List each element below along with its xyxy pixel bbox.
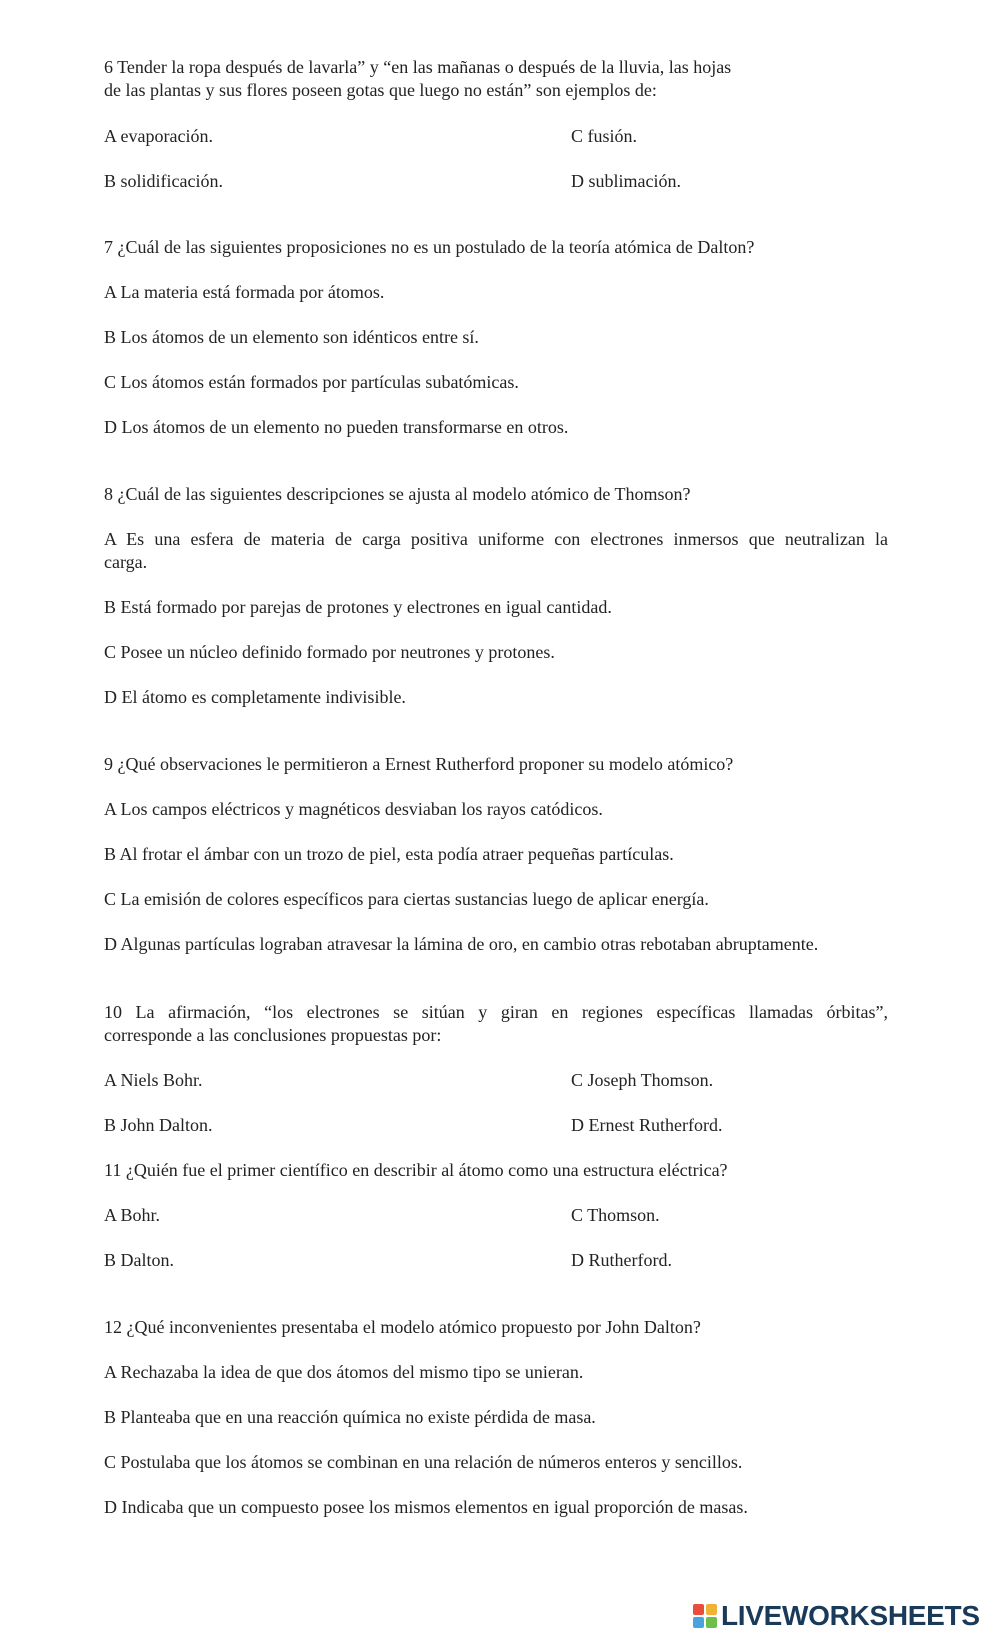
- q10-option-b: B John Dalton.: [104, 1115, 213, 1135]
- q7-option-a: A La materia está formada por átomos.: [104, 282, 385, 302]
- q6-option-b: B solidificación.: [104, 171, 223, 191]
- q7-option-b: B Los átomos de un elemento son idénticos entre sí.: [104, 327, 479, 347]
- liveworksheets-logo-icon: [693, 1604, 717, 1628]
- question-10-line-1: 10 La afirmación, “los electrones se sitúan y giran en regiones específicas llamadas órbitas”,: [104, 1002, 888, 1022]
- question-9-text: 9 ¿Qué observaciones le permitieron a Ernest Rutherford proponer su modelo atómico?: [104, 754, 734, 774]
- q9-option-b: B Al frotar el ámbar con un trozo de piel, esta podía atraer pequeñas partículas.: [104, 844, 674, 864]
- q7-option-c: C Los átomos están formados por partículas subatómicas.: [104, 372, 519, 392]
- q8-option-a-line-2: carga.: [104, 552, 148, 572]
- logo-square-4: [706, 1617, 717, 1628]
- logo-square-2: [706, 1604, 717, 1615]
- q6-option-d: D sublimación.: [571, 171, 681, 191]
- q11-option-c: C Thomson.: [571, 1205, 660, 1225]
- question-8-text: 8 ¿Cuál de las siguientes descripciones se ajusta al modelo atómico de Thomson?: [104, 484, 691, 504]
- q11-option-d: D Rutherford.: [571, 1250, 672, 1270]
- q11-option-a: A Bohr.: [104, 1205, 161, 1225]
- question-10-line-2: corresponde a las conclusiones propuestas por:: [104, 1025, 442, 1045]
- q8-option-d: D El átomo es completamente indivisible.: [104, 687, 406, 707]
- q8-option-a-line-1: A Es una esfera de materia de carga positiva uniforme con electrones inmersos que neutralizan la: [104, 529, 888, 549]
- question-6-line-2: de las plantas y sus flores poseen gotas que luego no están” son ejemplos de:: [104, 80, 657, 100]
- q9-option-d: D Algunas partículas lograban atravesar la lámina de oro, en cambio otras rebotaban abruptamente.: [104, 934, 819, 954]
- q11-option-b: B Dalton.: [104, 1250, 174, 1270]
- question-11-text: 11 ¿Quién fue el primer científico en describir al átomo como una estructura eléctrica?: [104, 1160, 728, 1180]
- question-6-line-1: 6 Tender la ropa después de lavarla” y “en las mañanas o después de la lluvia, las hojas: [104, 57, 732, 77]
- q12-option-d: D Indicaba que un compuesto posee los mismos elementos en igual proporción de masas.: [104, 1497, 748, 1517]
- q10-option-c: C Joseph Thomson.: [571, 1070, 714, 1090]
- q12-option-a: A Rechazaba la idea de que dos átomos del mismo tipo se unieran.: [104, 1362, 584, 1382]
- q8-option-c: C Posee un núcleo definido formado por neutrones y protones.: [104, 642, 555, 662]
- liveworksheets-logo[interactable]: [693, 1601, 980, 1631]
- q7-option-d: D Los átomos de un elemento no pueden transformarse en otros.: [104, 417, 569, 437]
- question-12-text: 12 ¿Qué inconvenientes presentaba el modelo atómico propuesto por John Dalton?: [104, 1317, 701, 1337]
- logo-text: LIVEWORKSHEETS: [721, 1600, 980, 1631]
- logo-square-3: [693, 1617, 704, 1628]
- q6-option-c: C fusión.: [571, 126, 638, 146]
- q9-option-c: C La emisión de colores específicos para ciertas sustancias luego de aplicar energía.: [104, 889, 709, 909]
- q8-option-b: B Está formado por parejas de protones y electrones en igual cantidad.: [104, 597, 612, 617]
- question-7-text: 7 ¿Cuál de las siguientes proposiciones no es un postulado de la teoría atómica de Dalton?: [104, 237, 755, 257]
- q10-option-a: A Niels Bohr.: [104, 1070, 203, 1090]
- q12-option-b: B Planteaba que en una reacción química no existe pérdida de masa.: [104, 1407, 596, 1427]
- q12-option-c: C Postulaba que los átomos se combinan en una relación de números enteros y sencillos.: [104, 1452, 743, 1472]
- q10-option-d: D Ernest Rutherford.: [571, 1115, 723, 1135]
- logo-square-1: [693, 1604, 704, 1615]
- q6-option-a: A evaporación.: [104, 126, 213, 146]
- q9-option-a: A Los campos eléctricos y magnéticos desviaban los rayos catódicos.: [104, 799, 603, 819]
